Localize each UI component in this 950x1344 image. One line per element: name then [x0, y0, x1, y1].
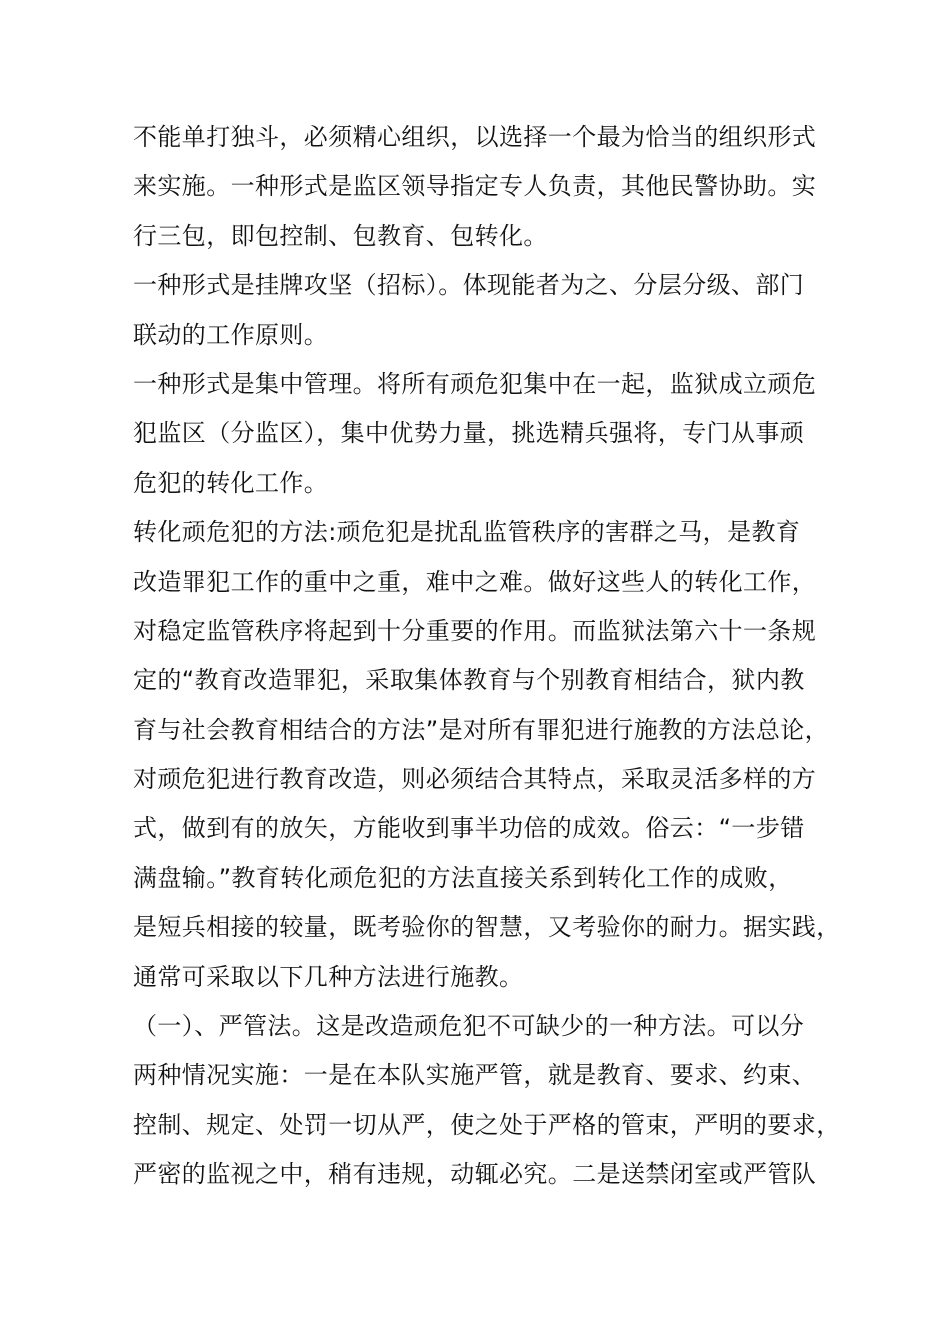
- text-line: 是短兵相接的较量，既考验你的智慧，又考验你的耐力。据实践，: [133, 913, 841, 942]
- text-line: 不能单打独斗，必须精心组织，以选择一个最为恰当的组织形式: [133, 123, 817, 151]
- text-line: 来实施。一种形式是监区领导指定专人负责，其他民警协助。实: [133, 172, 817, 201]
- text-line: 对稳定监管秩序将起到十分重要的作用。而监狱法第六十一条规: [133, 616, 817, 645]
- text-line: 满盘输。”教育转化顽危犯的方法直接关系到转化工作的成败，: [133, 863, 793, 892]
- text-line: 一种形式是挂牌攻坚（招标）。体现能者为之、分层分级、部门: [133, 271, 805, 300]
- text-line: 犯监区（分监区），集中优势力量，挑选精兵强将，专门从事顽: [133, 419, 805, 448]
- text-line: 联动的工作原则。: [133, 320, 329, 349]
- text-line: 控制、规定、处罚一切从严，使之处于严格的管束，严明的要求，: [133, 1110, 841, 1139]
- text-line: 改造罪犯工作的重中之重，难中之难。做好这些人的转化工作，: [133, 567, 817, 596]
- text-line: 一种形式是集中管理。将所有顽危犯集中在一起，监狱成立顽危: [133, 369, 817, 398]
- text-line: 通常可采取以下几种方法进行施教。: [133, 962, 524, 991]
- text-line: （一）、严管法。这是改造顽危犯不可缺少的一种方法。可以分: [133, 1012, 805, 1041]
- document-body: [133, 113, 841, 1200]
- text-line: 两种情况实施：一是在本队实施严管，就是教育、要求、约束、: [133, 1061, 817, 1090]
- text-line: 对顽危犯进行教育改造，则必须结合其特点，采取灵活多样的方: [133, 765, 817, 794]
- text-line: 危犯的转化工作。: [133, 468, 329, 497]
- text-line: 育与社会教育相结合的方法”是对所有罪犯进行施教的方法总论，: [133, 715, 830, 744]
- text-line: 行三包，即包控制、包教育、包转化。: [133, 221, 548, 250]
- text-line: 严密的监视之中，稍有违规，动辄必究。二是送禁闭室或严管队: [133, 1160, 817, 1189]
- text-line: 定的“教育改造罪犯，采取集体教育与个别教育相结合，狱内教: [133, 666, 805, 695]
- text-line: 转化顽危犯的方法:顽危犯是扰乱监管秩序的害群之马，是教育: [133, 518, 801, 547]
- text-line: 式，做到有的放矢，方能收到事半功倍的成效。俗云：“一步错: [133, 814, 805, 843]
